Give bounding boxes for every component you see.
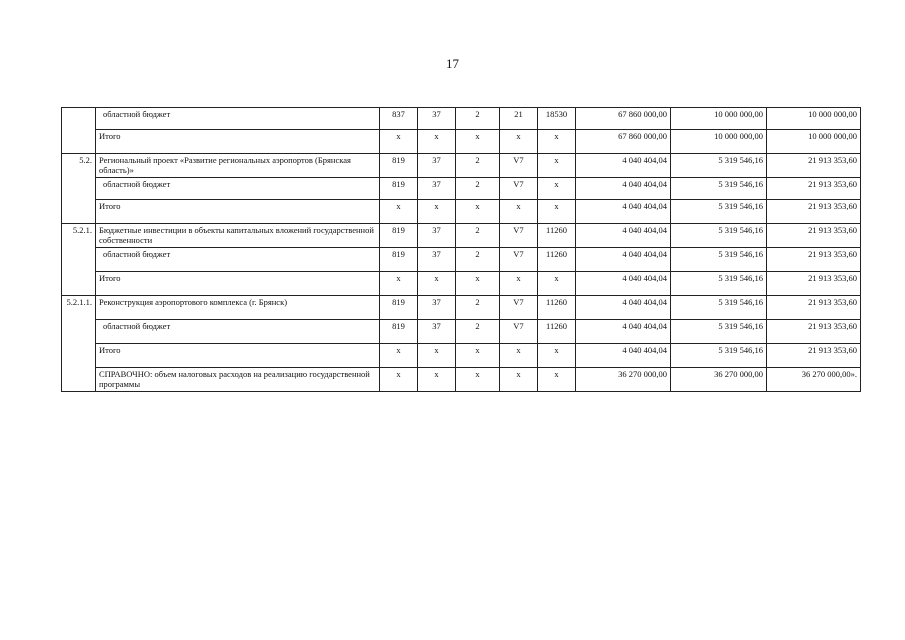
row-name: областной бюджет	[96, 320, 380, 344]
code-program: x	[418, 272, 456, 296]
code-expense: x	[538, 130, 576, 154]
code-direction: x	[500, 344, 538, 368]
code-program: 37	[418, 224, 456, 248]
row-number: 5.2.1.1.	[62, 296, 96, 392]
code-ministry: x	[380, 344, 418, 368]
code-subprogram: 2	[456, 154, 500, 178]
amount-year-2: 5 319 546,16	[671, 178, 767, 200]
code-ministry: x	[380, 200, 418, 224]
code-expense: x	[538, 368, 576, 392]
row-number	[62, 108, 96, 154]
amount-year-2: 5 319 546,16	[671, 224, 767, 248]
code-direction: x	[500, 272, 538, 296]
amount-year-1: 4 040 404,04	[576, 178, 671, 200]
table-row	[62, 272, 861, 296]
code-program: x	[418, 344, 456, 368]
page-number: 17	[446, 56, 459, 71]
code-subprogram: 2	[456, 224, 500, 248]
amount-year-1: 36 270 000,00	[576, 368, 671, 392]
row-name: Региональный проект «Развитие региональных аэропортов (Брянская область)»	[96, 154, 380, 178]
table-row	[62, 108, 861, 130]
table-row	[62, 296, 861, 320]
code-program: 37	[418, 296, 456, 320]
code-program: 37	[418, 320, 456, 344]
code-direction: V7	[500, 178, 538, 200]
code-program: 37	[418, 178, 456, 200]
code-ministry: 819	[380, 248, 418, 272]
amount-year-1: 4 040 404,04	[576, 344, 671, 368]
code-ministry: 819	[380, 178, 418, 200]
amount-year-1: 4 040 404,04	[576, 248, 671, 272]
amount-year-2: 5 319 546,16	[671, 320, 767, 344]
row-name: Реконструкция аэропортового комплекса (г. Брянск)	[96, 296, 380, 320]
amount-year-2: 5 319 546,16	[671, 154, 767, 178]
amount-year-3: 21 913 353,60	[767, 320, 861, 344]
table-row	[62, 320, 861, 344]
code-direction: V7	[500, 296, 538, 320]
amount-year-2: 10 000 000,00	[671, 108, 767, 130]
amount-year-3: 10 000 000,00	[767, 108, 861, 130]
table-row	[62, 344, 861, 368]
budget-table	[61, 107, 861, 392]
code-subprogram: x	[456, 130, 500, 154]
code-direction: V7	[500, 154, 538, 178]
table-row	[62, 154, 861, 178]
code-subprogram: 2	[456, 320, 500, 344]
amount-year-2: 5 319 546,16	[671, 344, 767, 368]
amount-year-3: 21 913 353,60	[767, 296, 861, 320]
table-row	[62, 248, 861, 272]
table-row	[62, 178, 861, 200]
amount-year-1: 67 860 000,00	[576, 108, 671, 130]
code-direction: x	[500, 368, 538, 392]
table-row	[62, 200, 861, 224]
row-name: областной бюджет	[96, 178, 380, 200]
code-program: x	[418, 200, 456, 224]
amount-year-3: 21 913 353,60	[767, 272, 861, 296]
amount-year-3: 21 913 353,60	[767, 154, 861, 178]
code-ministry: x	[380, 368, 418, 392]
code-expense: 11260	[538, 248, 576, 272]
amount-year-2: 5 319 546,16	[671, 296, 767, 320]
amount-year-1: 4 040 404,04	[576, 154, 671, 178]
code-subprogram: 2	[456, 178, 500, 200]
amount-year-3: 21 913 353,60	[767, 224, 861, 248]
code-direction: x	[500, 130, 538, 154]
amount-year-1: 4 040 404,04	[576, 272, 671, 296]
code-program: x	[418, 368, 456, 392]
table-body	[62, 108, 861, 392]
amount-year-2: 5 319 546,16	[671, 200, 767, 224]
amount-year-3: 10 000 000,00	[767, 130, 861, 154]
code-expense: x	[538, 344, 576, 368]
code-direction: V7	[500, 248, 538, 272]
row-name: Бюджетные инвестиции в объекты капитальных вложений государственной собственности	[96, 224, 380, 248]
amount-year-1: 4 040 404,04	[576, 224, 671, 248]
code-subprogram: x	[456, 368, 500, 392]
code-ministry: x	[380, 130, 418, 154]
code-expense: x	[538, 272, 576, 296]
row-name: областной бюджет	[96, 108, 380, 130]
code-expense: x	[538, 200, 576, 224]
table-row	[62, 130, 861, 154]
code-ministry: 819	[380, 320, 418, 344]
code-ministry: 819	[380, 224, 418, 248]
code-subprogram: 2	[456, 108, 500, 130]
amount-year-3: 21 913 353,60	[767, 344, 861, 368]
code-subprogram: x	[456, 272, 500, 296]
code-subprogram: 2	[456, 248, 500, 272]
amount-year-3: 21 913 353,60	[767, 178, 861, 200]
row-name: Итого	[96, 272, 380, 296]
code-expense: 11260	[538, 296, 576, 320]
table-row	[62, 368, 861, 392]
code-ministry: 837	[380, 108, 418, 130]
amount-year-2: 5 319 546,16	[671, 248, 767, 272]
code-direction: V7	[500, 224, 538, 248]
row-name: Итого	[96, 200, 380, 224]
code-program: x	[418, 130, 456, 154]
amount-year-3: 21 913 353,60	[767, 248, 861, 272]
row-name: областной бюджет	[96, 248, 380, 272]
amount-year-1: 4 040 404,04	[576, 200, 671, 224]
code-subprogram: x	[456, 200, 500, 224]
code-program: 37	[418, 108, 456, 130]
row-number: 5.2.	[62, 154, 96, 224]
code-direction: V7	[500, 320, 538, 344]
code-expense: 11260	[538, 224, 576, 248]
amount-year-2: 10 000 000,00	[671, 130, 767, 154]
code-ministry: 819	[380, 296, 418, 320]
row-name: Итого	[96, 130, 380, 154]
amount-year-2: 5 319 546,16	[671, 272, 767, 296]
code-direction: x	[500, 200, 538, 224]
amount-year-1: 4 040 404,04	[576, 320, 671, 344]
code-expense: 11260	[538, 320, 576, 344]
code-ministry: 819	[380, 154, 418, 178]
code-ministry: x	[380, 272, 418, 296]
row-number: 5.2.1.	[62, 224, 96, 296]
amount-year-1: 67 860 000,00	[576, 130, 671, 154]
code-expense: x	[538, 154, 576, 178]
amount-year-3: 21 913 353,60	[767, 200, 861, 224]
code-program: 37	[418, 248, 456, 272]
code-expense: x	[538, 178, 576, 200]
amount-year-3: 36 270 000,00».	[767, 368, 861, 392]
amount-year-1: 4 040 404,04	[576, 296, 671, 320]
row-name: СПРАВОЧНО: объем налоговых расходов на реализацию государственной программы	[96, 368, 380, 392]
row-name: Итого	[96, 344, 380, 368]
code-direction: 21	[500, 108, 538, 130]
table-row	[62, 224, 861, 248]
code-subprogram: 2	[456, 296, 500, 320]
amount-year-2: 36 270 000,00	[671, 368, 767, 392]
code-program: 37	[418, 154, 456, 178]
code-expense: 18530	[538, 108, 576, 130]
code-subprogram: x	[456, 344, 500, 368]
